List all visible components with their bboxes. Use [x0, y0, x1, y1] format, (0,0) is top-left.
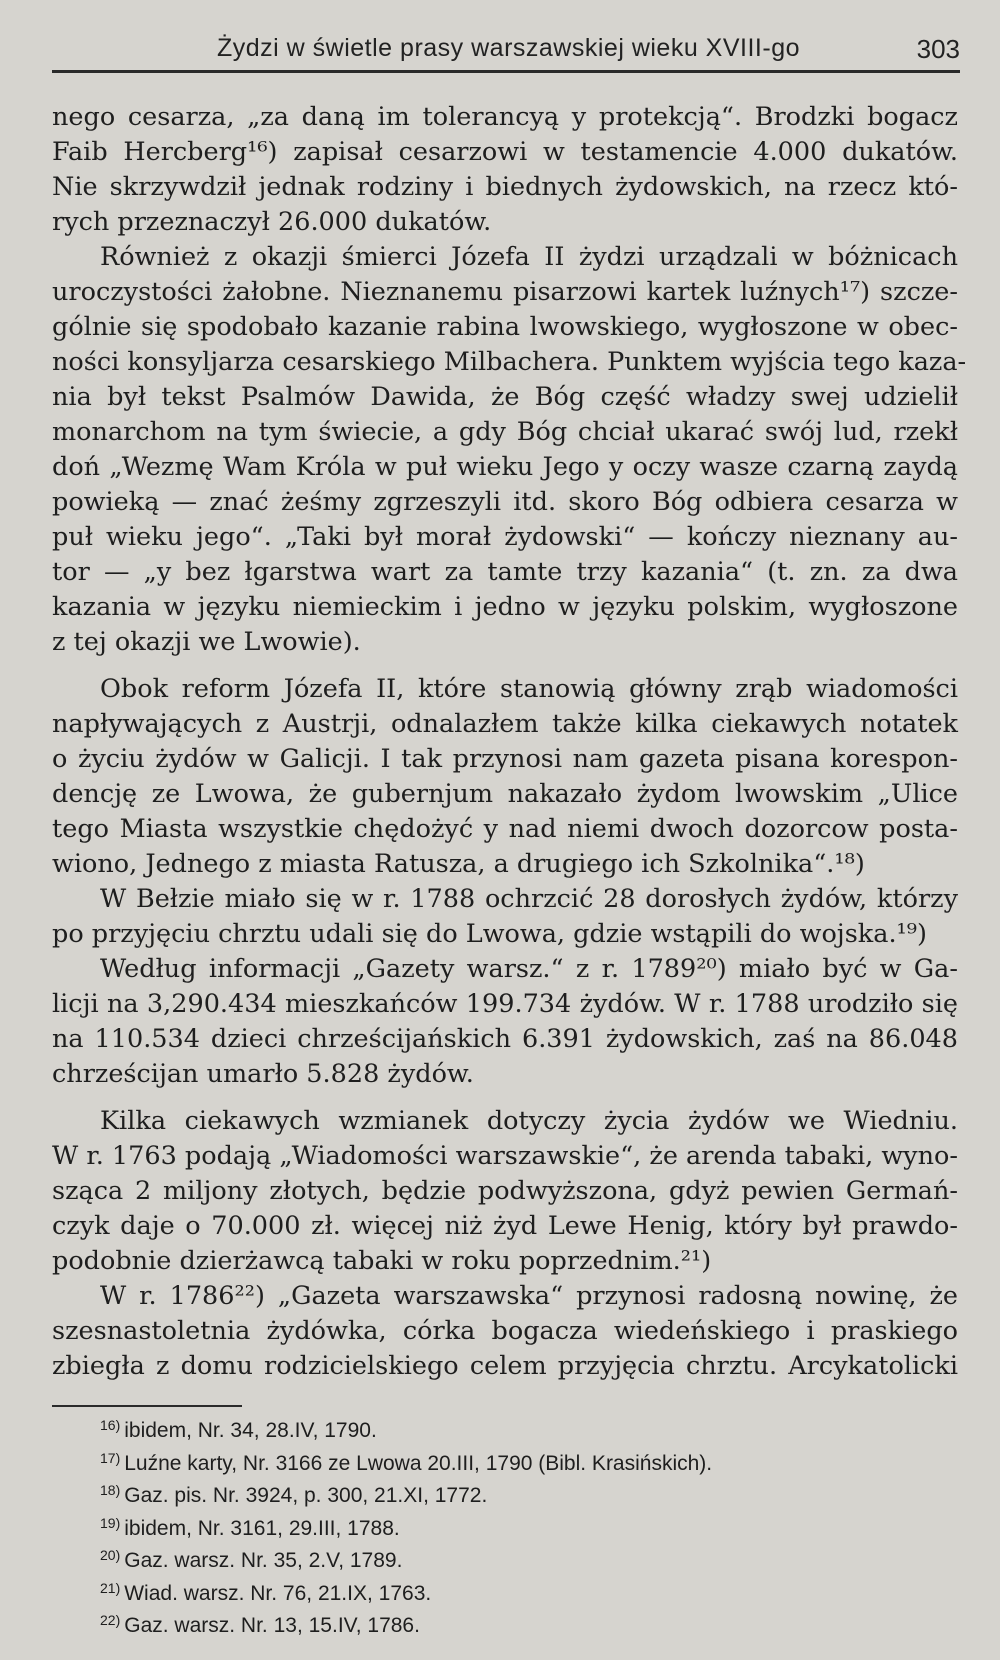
text-line: sząca 2 miljony złotych, będzie podwyższona, gdyż pewien Germań- [52, 1176, 958, 1206]
text-line: powieką — znać żeśmy zgrzeszyli itd. skoro Bóg odbiera cesarza w [52, 487, 958, 517]
footnote-text: ibidem, Nr. 34, 28.IV, 1790. [124, 1419, 377, 1442]
text-line: tor — „y bez łgarstwa wart za tamte trzy kazania“ (t. zn. za dwa [52, 557, 958, 587]
text-line: rych przeznaczył 26.000 dukatów. [52, 207, 492, 237]
text-line: doń „Wezmę Wam Króla w puł wieku Jego y oczy wasze czarną zaydą [52, 452, 958, 482]
text-line: nego cesarza, „za daną im tolerancyą y protekcją“. Brodzki bogacz [52, 102, 958, 132]
text-line: W r. 1763 podają „Wiadomości warszawskie“, że arenda tabaki, wyno- [52, 1141, 958, 1171]
text-line: licji na 3,290.434 mieszkańców 199.734 żydów. W r. 1788 urodziło się [52, 989, 958, 1019]
footnote-text: ibidem, Nr. 3161, 29.III, 1788. [124, 1516, 400, 1540]
text-line: uroczystości żałobne. Nieznanemu pisarzowi kartek luźnych¹⁷) szcze- [52, 277, 958, 307]
text-line: o życiu żydów w Galicji. I tak przynosi nam gazeta pisana korespon- [52, 744, 958, 774]
footnote-number: 20) [100, 1547, 121, 1563]
text-line: zbiegła z domu rodzicielskiego celem przyjęcia chrztu. Arcykatolicki [52, 1351, 958, 1381]
footnote-text: Gaz. pis. Nr. 3924, p. 300, 21.XI, 1772. [124, 1484, 488, 1507]
footnote [100, 1445, 712, 1478]
text-line: szesnastoletnia żydówka, córka bogacza wiedeńskiego i praskiego [52, 1316, 958, 1346]
footnote-number: 21) [100, 1579, 121, 1596]
text-line: ności konsyljarza cesarskiego Milbachera. Punktem wyjścia tego kaza- [52, 347, 967, 377]
text-line: podobnie dzierżawcą tabaki w roku poprzednim.²¹) [52, 1246, 712, 1276]
footnote-text: Gaz. warsz. Nr. 13, 15.IV, 1786. [124, 1614, 420, 1637]
footnote-number: 16) [100, 1417, 121, 1433]
text-line: po przyjęciu chrztu udali się do Lwowa, gdzie wstąpili do wojska.¹⁹) [52, 919, 927, 949]
text-line: napływających z Austrji, odnalazłem także kilka ciekawych notatek [52, 709, 958, 739]
text-line: tego Miasta wszystkie chędożyć y nad niemi dwoch dozorcow posta- [52, 814, 958, 844]
text-line: gólnie się spodobało kazanie rabina lwowskiego, wygłoszone w obec- [52, 312, 958, 342]
paragraph-gap [52, 1092, 958, 1104]
text-line: wiono, Jednego z miasta Ratusza, a drugiego ich Szkolnika“.¹⁸) [52, 849, 865, 879]
running-header [52, 34, 960, 70]
text-line: Kilka ciekawych wzmianek dotyczy życia żydów we Wiedniu. [100, 1106, 958, 1136]
running-title: Żydzi w świetle prasy warszawskiej wieku XVIII-go [217, 34, 800, 62]
text-line: dencję ze Lwowa, że gubernjum nakazało żydom lwowskim „Ulice [52, 779, 958, 809]
header-rule [52, 70, 960, 73]
footnote-text: Wiad. warsz. Nr. 76, 21.IX, 1763. [124, 1581, 432, 1605]
text-line: monarchom na tym świecie, a gdy Bóg chciał ukarać swój lud, rzekł [52, 417, 958, 447]
text-line: Faib Hercberg¹⁶) zapisał cesarzowi w testamencie 4.000 dukatów. [52, 137, 958, 167]
text-line: Według informacji „Gazety warsz.“ z r. 1789²⁰) miało być w Ga- [100, 954, 958, 984]
text-line: chrześcijan umarło 5.828 żydów. [52, 1059, 474, 1089]
text-line: czyk daje o 70.000 zł. więcej niż żyd Lewe Henig, który był prawdo- [52, 1211, 958, 1241]
text-line: na 110.534 dzieci chrześcijańskich 6.391 żydowskich, zaś na 86.048 [52, 1024, 958, 1054]
footnote-text: Luźne karty, Nr. 3166 ze Lwowa 20.III, 1790 (Bibl. Krasińskich). [124, 1451, 713, 1475]
text-line: Nie skrzywdził jednak rodziny i biednych żydowskich, na rzecz któ- [52, 172, 958, 202]
footnote-number: 18) [100, 1482, 121, 1498]
footnote [100, 1542, 712, 1575]
paragraph-gap [52, 660, 958, 672]
page-number: 303 [916, 34, 960, 64]
footnote-number: 22) [100, 1612, 121, 1628]
text-line: W Bełzie miało się w r. 1788 ochrzcić 28 dorosłych żydów, którzy [100, 884, 958, 914]
footnote [100, 1607, 712, 1640]
footnote [100, 1412, 712, 1445]
footnote [100, 1477, 712, 1510]
text-line: W r. 1786²²) „Gazeta warszawska“ przynosi radosną nowinę, że [100, 1281, 958, 1311]
footnotes [100, 1412, 712, 1640]
text-line: z tej okazji we Lwowie). [52, 627, 361, 657]
text-line: kazania w języku niemieckim i jedno w języku polskim, wygłoszone [52, 592, 958, 622]
footnote [100, 1575, 712, 1608]
footnote-text: Gaz. warsz. Nr. 35, 2.V, 1789. [124, 1549, 403, 1572]
text-line: nia był tekst Psalmów Dawida, że Bóg część władzy swej udzielił [52, 382, 958, 412]
footnote [100, 1510, 712, 1543]
body-text [52, 100, 967, 1384]
text-line: Obok reform Józefa II, które stanowią główny zrąb wiadomości [100, 674, 958, 704]
footnote-rule [52, 1405, 242, 1407]
footnote-number: 19) [100, 1514, 121, 1531]
text-line: puł wieku jego“. „Taki był morał żydowski“ — kończy nieznany au- [52, 522, 958, 552]
footnote-number: 17) [100, 1449, 121, 1466]
text-line: Również z okazji śmierci Józefa II żydzi urządzali w bóżnicach [100, 242, 958, 272]
